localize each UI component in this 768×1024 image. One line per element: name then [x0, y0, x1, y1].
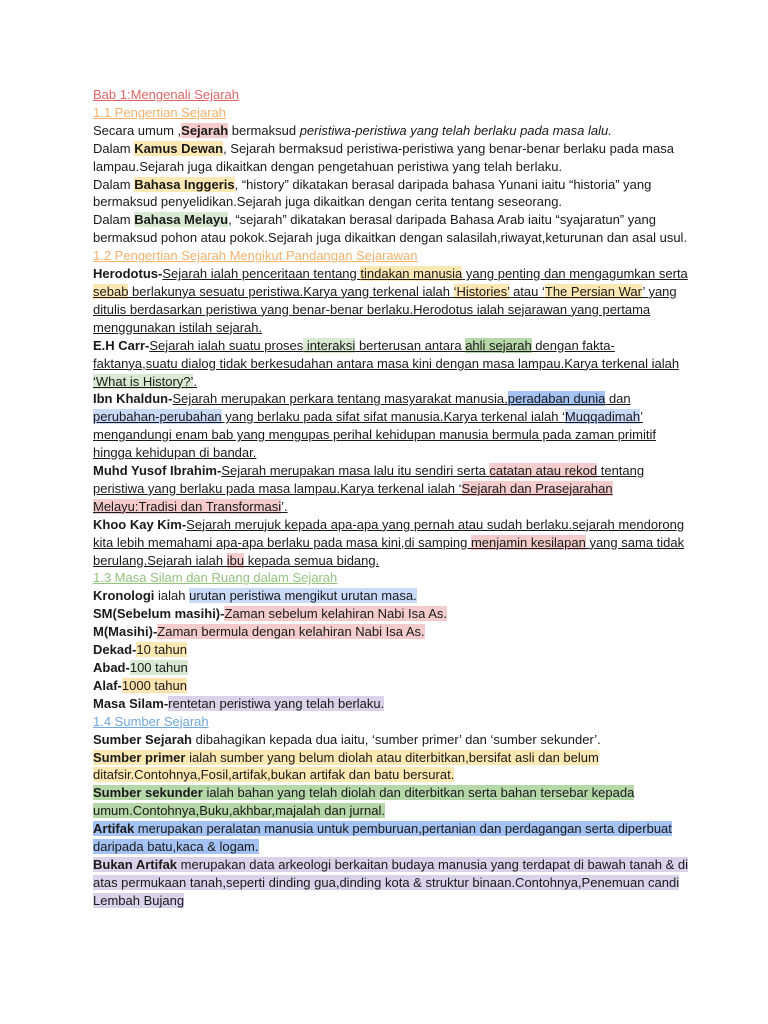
- section-heading-1-3: 1.3 Masa Silam dan Ruang dalam Sejarah: [93, 570, 338, 586]
- chapter-title: Bab 1:Mengenali Sejarah: [93, 87, 239, 102]
- paragraph-ibn-khaldun: Ibn Khaldun-Sejarah merupakan perkara tentang masyarakat manusia,peradaban dunia dan perubahan-perubahan yang berlaku pada sifat sifat manusia.Karya terkenal ialah ‘Muqqadimah’ mengandungi enam bab yang mengupas perihal kehidupan manusia bermula pada zaman primitif hingga kehidupan di bandar.: [93, 391, 656, 461]
- paragraph-khoo-kay-kim: Khoo Kay Kim-Sejarah merujuk kepada apa-apa yang pernah atau sudah berlaku.sejarah mendorong kita lebih memahami apa-apa berlaku pada masa kini,di samping menjamin kesilapan yang sama tidak berulang.Sejarah ialah ibu kepada semua bidang.: [93, 516, 685, 568]
- section-heading-1-1: 1.1 Pengertian Sejarah: [93, 104, 226, 120]
- line-sumber-sejarah: Sumber Sejarah dibahagikan kepada dua iaitu, ‘sumber primer’ dan ‘sumber sekunder’.: [93, 731, 601, 747]
- paragraph-herodotus: Herodotus-Sejarah ialah penceritaan tentang tindakan manusia yang penting dan mengagumkan serta sebab berlakunya sesuatu peristiwa.Karya yang terkenal ialah ‘Histories’ atau ‘The Persian War’ yang ditulis berdasarkan peristiwa yang benar-benar berlaku.Herodotus ialah sejarawan yang pertama menggunakan istilah sejarah.: [93, 266, 688, 335]
- section-heading-1-4: 1.4 Sumber Sejarah: [93, 713, 209, 729]
- line-alaf: Alaf-1000 tahun: [93, 677, 187, 693]
- paragraph-sumber-sekunder: Sumber sekunder ialah bahan yang telah diolah dan diterbitkan serta bahan tersebar kepada umum.Contohnya,Buku,akhbar,majalah dan jurnal.: [93, 785, 635, 819]
- paragraph-eh-carr: E.H Carr-Sejarah ialah suatu proses interaksi berterusan antara ahli sejarah dengan fakta-faktanya,suatu dialog tidak berkesudahan antara masa kini dengan masa lampau.Karya terkenal ialah ‘What is History?’.: [93, 337, 680, 389]
- section-heading-1-2: 1.2 Pengertian Sejarah Mengikut Pandangan Sejarawan: [93, 248, 418, 264]
- paragraph-kamus-dewan: Dalam Kamus Dewan, Sejarah bermaksud peristiwa-peristiwa yang benar-benar berlaku pada masa lampau.Sejarah juga dikaitkan dengan pengetahuan peristiwa yang telah berlaku.: [93, 140, 674, 174]
- line-dekad: Dekad-10 tahun: [93, 642, 187, 658]
- line-abad: Abad-100 tahun: [93, 660, 188, 675]
- line-masihi: M(Masihi)-Zaman bermula dengan kelahiran Nabi Isa As.: [93, 624, 425, 640]
- paragraph-bahasa-melayu: Dalam Bahasa Melayu, “sejarah” dikatakan berasal daripada Bahasa Arab iaitu “syajaratun” yang bermaksud pohon atau pokok.Sejarah juga dikaitkan dengan salasilah,riwayat,keturunan dan asal usul.: [93, 212, 688, 246]
- paragraph-definition: Secara umum ,Sejarah bermaksud peristiwa-peristiwa yang telah berlaku pada masa lalu.: [93, 122, 612, 138]
- paragraph-sumber-primer: Sumber primer ialah sumber yang belum diolah atau diterbitkan,bersifat asli dan belum ditafsir.Contohnya,Fosil,artifak,bukan artifak dan batu bersurat.: [93, 749, 599, 783]
- document-page: [93, 86, 693, 910]
- paragraph-muhd-yusof-ibrahim: Muhd Yusof Ibrahim-Sejarah merupakan masa lalu itu sendiri serta catatan atau rekod tentang peristiwa yang berlaku pada masa lampau.Karya terkenal ialah ‘Sejarah dan Prasejarahan Melayu:Tradisi dan Transformasi’.: [93, 463, 645, 514]
- line-sebelum-masihi: SM(Sebelum masihi)-Zaman sebelum kelahiran Nabi Isa As.: [93, 606, 448, 622]
- paragraph-bahasa-inggeris: Dalam Bahasa Inggeris, “history” dikatakan berasal daripada bahasa Yunani iaitu “historia” yang bermaksud penyelidikan.Sejarah juga dikaitkan dengan cerita tentang seseorang.: [93, 176, 652, 210]
- paragraph-artifak: Artifak merupakan peralatan manusia untuk pemburuan,pertanian dan perdagangan serta diperbuat daripada batu,kaca & logam.: [93, 821, 672, 855]
- paragraph-bukan-artifak: Bukan Artifak merupakan data arkeologi berkaitan budaya manusia yang terdapat di bawah tanah & di atas permukaan tanah,seperti dinding gua,dinding kota & struktur binaan.Contohnya,Penemuan candi Lembah Bujang: [93, 856, 689, 908]
- line-kronologi: Kronologi ialah urutan peristiwa mengikut urutan masa.: [93, 588, 417, 604]
- line-masa-silam: Masa Silam-rentetan peristiwa yang telah berlaku.: [93, 695, 385, 711]
